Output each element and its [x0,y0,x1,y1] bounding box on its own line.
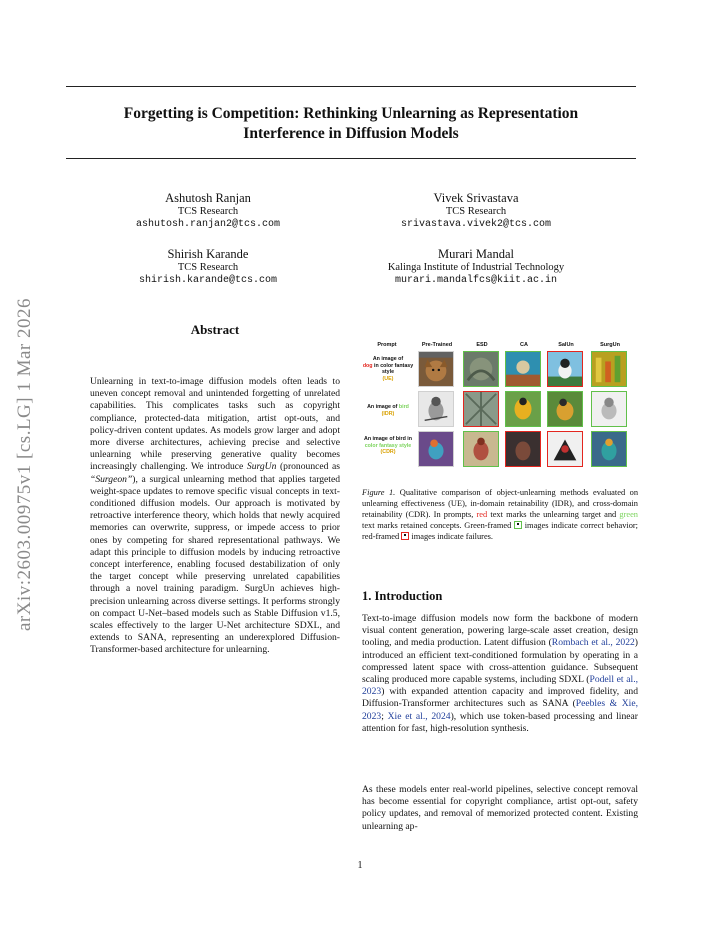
prompt-target: dog [362,362,373,369]
author-email[interactable]: srivastava.vivek2@tcs.com [400,219,552,230]
figure-1-caption [362,488,638,543]
prompt-retained: color fantasy style [364,442,412,449]
author-block-3 [88,247,328,287]
author-name: Murari Mandal [437,247,515,261]
red-frame-icon [401,532,409,540]
prompt-tag: (UE) [382,375,394,382]
abstract-text: Unlearning in text-to-image diffusion models often leads to uneven concept removal and unintended forgetting of unrelated capabilities. This complicates tasks such as copyright compliance, protected-data mitigation, artist opt-outs, and policy-driven content updates. As models grow larger and adopt more diverse architectures, achieving precise and selective unlearning while preserving generative quality becomes increasingly challenging. We introduce [90,376,340,473]
intro-text: ; [381,710,388,722]
author-email[interactable]: shirish.karande@tcs.com [138,275,278,286]
column-header: CA [520,342,528,348]
column-header: ESD [476,342,488,348]
row-prompt-cdr [362,436,414,456]
author-email[interactable]: murari.mandalfcs@kiit.ac.in [394,275,558,286]
image-ca-ue [505,351,541,387]
image-pretrained-bird [418,391,454,427]
author-affiliation: TCS Research [445,206,507,217]
title-top-rule [66,86,636,87]
image-ca-cdr [505,431,541,467]
author-block-2 [356,191,596,231]
page-number: 1 [357,860,363,871]
row-prompt-ue [362,356,414,382]
abstract-method-name: SurgUn [246,461,277,473]
green-frame-icon [514,521,522,529]
abstract-text: (pronounced as [276,461,340,473]
figure-1-grid [362,338,638,476]
caption-text: text marks the unlearning target and [490,509,617,519]
author-affiliation: Kalinga Institute of Industrial Technology [387,262,565,273]
image-surgun-ue [591,351,627,387]
prompt-text: in color fantasy style [374,362,414,376]
intro-paragraph-2: As these models enter real-world pipelines, selective concept removal has become essential for copyright compliance, artist opt-out, safety policy updates, and removal of memorized protected content. Existing unlearning ap- [362,784,638,832]
paper-title [66,104,636,144]
abstract-text: ), a surgical unlearning method that applies targeted weight-space updates to remove specific visual concepts in text-conditioned diffusion models. Our approach is motivated by retroactive interference theory, which holds that newly acquired memories can overwrite, suppress, or impede access to prior ones by competing for shared representational pathways. We adapt this principle to diffusion models by inducing retroactive concept interference, enabling focused destabilization of only the target concept while preserving unrelated capabilities through a novel training paradigm. SurgUn achieves high-precision unlearning across diverse settings. It performs strongly on compact U-Net–based models such as Stable Diffusion v1.5, scales effectively to the larger U-Net architecture SDXL, and extends to SANA, representing an underexplored Diffusion-Transformer-based architecture for unlearning. [90,473,340,656]
author-name: Ashutosh Ranjan [165,191,251,205]
author-block-4 [346,247,606,287]
abstract-heading: Abstract [190,322,240,337]
caption-red-word: red [476,509,488,519]
prompt-text: An image of [372,356,404,362]
abstract-body [90,376,340,657]
title-bottom-rule [66,158,636,159]
author-affiliation: TCS Research [177,262,239,273]
citation-link[interactable]: Peebles & Xie, 2023 [362,698,638,722]
author-name: Vivek Srivastava [433,191,519,205]
author-affiliation: TCS Research [177,206,239,217]
prompt-retained: bird [398,404,409,410]
citation-link[interactable]: Podell et al., 2023 [362,674,638,698]
title-line-1: Forgetting is Competition: Rethinking Unlearning as Representation [123,105,579,122]
row-prompt-idr [362,404,414,417]
abstract-pronunciation: “Surgeon” [90,473,133,485]
caption-label: Figure 1. [362,488,396,497]
image-surgun-cdr [591,431,627,467]
intro-text: ), which use token-based processing and linear attention for fast, high-resolution synthesis. [362,710,638,734]
image-salun-ue [547,351,583,387]
prompt-tag: (IDR) [381,410,395,417]
image-pretrained-fantasy-bird [418,431,454,467]
citation-link[interactable]: Xie et al., 2024 [387,710,451,722]
caption-green-word: green [619,509,638,519]
author-block-1 [88,191,328,231]
image-pretrained-dog [418,351,454,387]
column-header: SalUn [558,342,574,348]
intro-text: Text-to-image diffusion models now form the backbone of modern visual content generation, powering large-scale asset creation, design tooling, and media production. Latent diffusion ( [362,613,638,649]
section-heading-introduction: 1. Introduction [362,589,443,603]
intro-text: ) introduced an efficient text-conditioned formulation by operating in a compressed latent space with cross-attention guidance. Subsequent scaling produced more capable systems, including SDXL ( [362,637,638,686]
prompt-text: An image of [367,404,398,410]
caption-text: images indicate failures. [411,531,494,541]
image-esd-cdr [463,431,499,467]
column-header: Prompt [377,342,397,348]
intro-paragraph-1 [362,613,638,735]
image-salun-idr [547,391,583,427]
column-header: SurgUn [600,342,620,348]
caption-text: images indicate correct behavior; red-framed [362,520,639,541]
title-line-2: Interference in Diffusion Models [243,125,459,142]
image-surgun-idr [591,391,627,427]
image-salun-cdr [547,431,583,467]
prompt-tag: (CDR) [380,449,396,456]
author-name: Shirish Karande [167,247,249,261]
caption-text: Qualitative comparison of object-unlearning methods evaluated on unlearning effectiveness (UE), in-domain retainability (IDR), and cross-domain retainability (CDR). In prompts, [362,488,639,519]
caption-text: text marks retained concepts. Green-framed [362,520,512,530]
prompt-text: An image of bird in [364,436,412,442]
intro-text: ) with expanded attention capacity and improved fidelity, and Diffusion-Transformer architectures such as SANA ( [362,686,638,710]
arxiv-identifier: arXiv:2603.00975v1 [cs.LG] 1 Mar 2026 [14,297,35,631]
image-ca-idr [505,391,541,427]
citation-link[interactable]: Rombach et al., 2022 [551,637,635,649]
image-esd-idr [463,391,499,427]
author-email[interactable]: ashutosh.ranjan2@tcs.com [135,219,281,230]
image-esd-ue [463,351,499,387]
column-header: Pre-Trained [421,342,453,348]
